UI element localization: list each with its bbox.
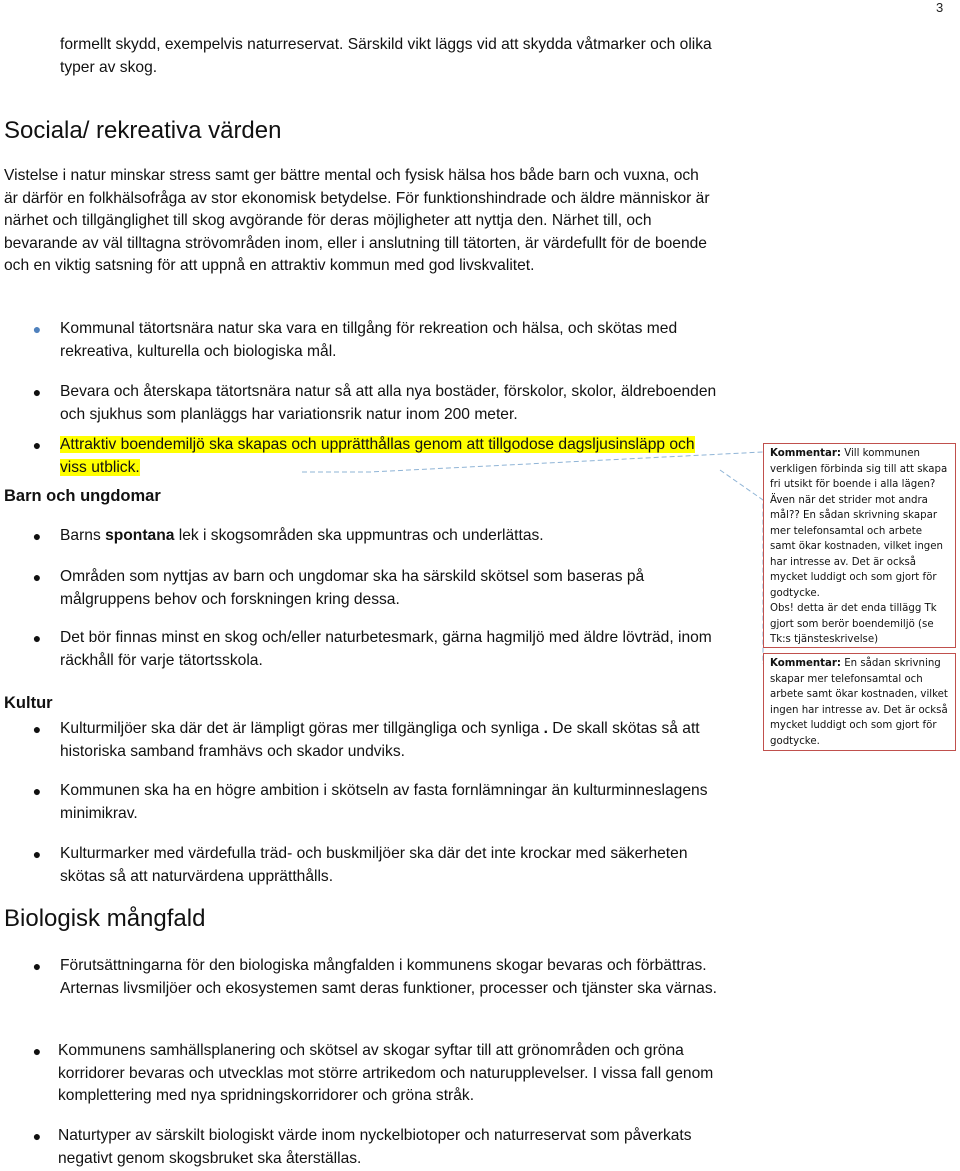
biodiversity-bullet-2 xyxy=(26,1040,726,1108)
culture-bullet-1 xyxy=(26,718,726,763)
comment-text: En sådan skrivning skapar mer telefonsamtal och arbete samt ökar kostnaden, vilket ingen har intresse av. Det är också mycket luddigt och som gjort för godtycke. xyxy=(770,658,948,747)
children-bullet-1 xyxy=(26,525,726,548)
bullet-icon: ● xyxy=(32,528,42,544)
heading-biodiversity: Biologisk mångfald xyxy=(4,905,206,932)
bullet-icon: ● xyxy=(32,846,42,862)
children-bullet-3 xyxy=(26,627,726,672)
bullet-icon: ● xyxy=(32,321,42,337)
comment-connector-line-2 xyxy=(720,470,763,664)
text-run: lek i skogsområden ska uppmuntras och underlättas. xyxy=(174,527,544,544)
list-item-text: Kommunal tätortsnära natur ska vara en tillgång för rekreation och hälsa, och skötas med rekreativa, kulturella och biologiska mål. xyxy=(60,320,678,360)
comment-balloon-2[interactable] xyxy=(763,653,956,751)
text-run: De skall skötas så att historiska samband framhävs och skador undviks. xyxy=(60,720,700,760)
bullet-icon: ● xyxy=(32,721,42,737)
bullet-icon: ● xyxy=(32,630,42,646)
list-item-text: Naturtyper av särskilt biologiskt värde inom nyckelbiotoper och naturreservat som påverkats negativt genom skogsbruket ska återställas. xyxy=(58,1127,692,1167)
list-item-text: Bevara och återskapa tätortsnära natur så att alla nya bostäder, förskolor, skolor, äldreboenden och sjukhus som planläggs har variationsrik natur inom 200 meter. xyxy=(60,383,717,423)
list-item-text: Förutsättningarna för den biologiska mångfalden i kommunens skogar bevaras och förbättras. Arternas livsmiljöer och ekosystemen samt deras funktioner, processer och tjänster ska värnas. xyxy=(60,957,717,997)
list-item-text: Kommunens samhällsplanering och skötsel av skogar syftar till att grönområden och gröna korridorer bevaras och utvecklas mot större artrikedom och naturupplevelser. I vissa fall genom komplettering med nya spridningskorridorer och gröna stråk. xyxy=(58,1042,714,1104)
list-item-text xyxy=(60,525,720,548)
intro-paragraph: formellt skydd, exempelvis naturreservat. Särskild vikt läggs vid att skydda våtmarker och olika typer av skog. xyxy=(60,36,712,76)
bullet-icon: ● xyxy=(32,783,42,799)
bullet-icon: ● xyxy=(32,569,42,585)
bold-dot: . xyxy=(539,720,548,737)
bold-word: spontana xyxy=(105,527,175,544)
biodiversity-bullet-3 xyxy=(26,1125,726,1170)
text-run: Barns xyxy=(60,527,106,544)
highlighted-text[interactable]: Attraktiv boendemiljö ska skapas och upprätthållas genom att tillgodose dagsljusinsläpp och viss utblick. xyxy=(60,436,695,476)
comment-label: Kommentar: xyxy=(770,448,841,459)
heading-children: Barn och ungdomar xyxy=(4,487,161,505)
text-run: Kulturmiljöer ska där det är lämpligt göras mer tillgängliga och synliga xyxy=(60,720,540,737)
social-bullet-2 xyxy=(26,381,726,426)
bullet-icon: ● xyxy=(32,437,42,453)
social-bullet-1 xyxy=(26,318,726,363)
page-number: 3 xyxy=(936,0,944,15)
comment-label: Kommentar: xyxy=(770,658,841,669)
culture-bullet-2 xyxy=(26,780,726,825)
list-item-text: Det bör finnas minst en skog och/eller naturbetesmark, gärna hagmiljö med äldre lövträd, inom räckhåll för varje tätortsskola. xyxy=(60,629,712,669)
bullet-icon: ● xyxy=(32,958,42,974)
biodiversity-bullet-1 xyxy=(26,955,726,1000)
list-item-text xyxy=(60,718,720,763)
heading-culture: Kultur xyxy=(4,694,53,712)
list-item-text: Kulturmarker med värdefulla träd- och buskmiljöer ska där det inte krockar med säkerheten skötas så att naturvärdena upprätthålls. xyxy=(60,845,688,885)
social-bullet-3 xyxy=(26,434,726,479)
comment-text: Vill kommunen verkligen förbinda sig till att skapa fri utsikt för boende i alla lägen? Även när det strider mot andra mål?? En sådan skrivning skapar mer telefonsamtal och arbete samt ökar kostnaden, vilket ingen har intresse av. Det är också mycket luddigt och som gjort för godtycke. xyxy=(770,448,948,599)
bullet-icon: ● xyxy=(32,1043,42,1059)
bullet-icon: ● xyxy=(32,384,42,400)
comment-balloon-1[interactable] xyxy=(763,443,956,648)
bullet-icon: ● xyxy=(32,1128,42,1144)
comment-extra-text: Obs! detta är det enda tillägg Tk gjort som berör boendemiljö (se Tk:s tjänsteskrivelse) xyxy=(770,603,937,645)
culture-bullet-3 xyxy=(26,843,726,888)
list-item-text: Kommunen ska ha en högre ambition i skötseln av fasta fornlämningar än kulturminneslagens minimikrav. xyxy=(60,782,708,822)
list-item-text-highlighted xyxy=(60,434,720,479)
heading-social: Sociala/ rekreativa värden xyxy=(4,117,282,144)
list-item-text: Områden som nyttjas av barn och ungdomar ska ha särskild skötsel som baseras på målgruppens behov och forskningen kring dessa. xyxy=(60,568,645,608)
social-paragraph: Vistelse i natur minskar stress samt ger bättre mental och fysisk hälsa hos både barn och vuxna, och är därför en folkhälsofråga av stor ekonomisk betydelse. För funktionshindrade och äldre människor är närhet och tillgänglighet till skog avgörande för deras möjligheter att nyttja den. Närhet till, och bevarande av väl tilltagna strövområden inom, eller i anslutning till tätorten, är värdefullt för de boende och en viktig satsning för att uppnå en attraktiv kommun med god livskvalitet. xyxy=(4,167,710,274)
children-bullet-2 xyxy=(26,566,726,611)
